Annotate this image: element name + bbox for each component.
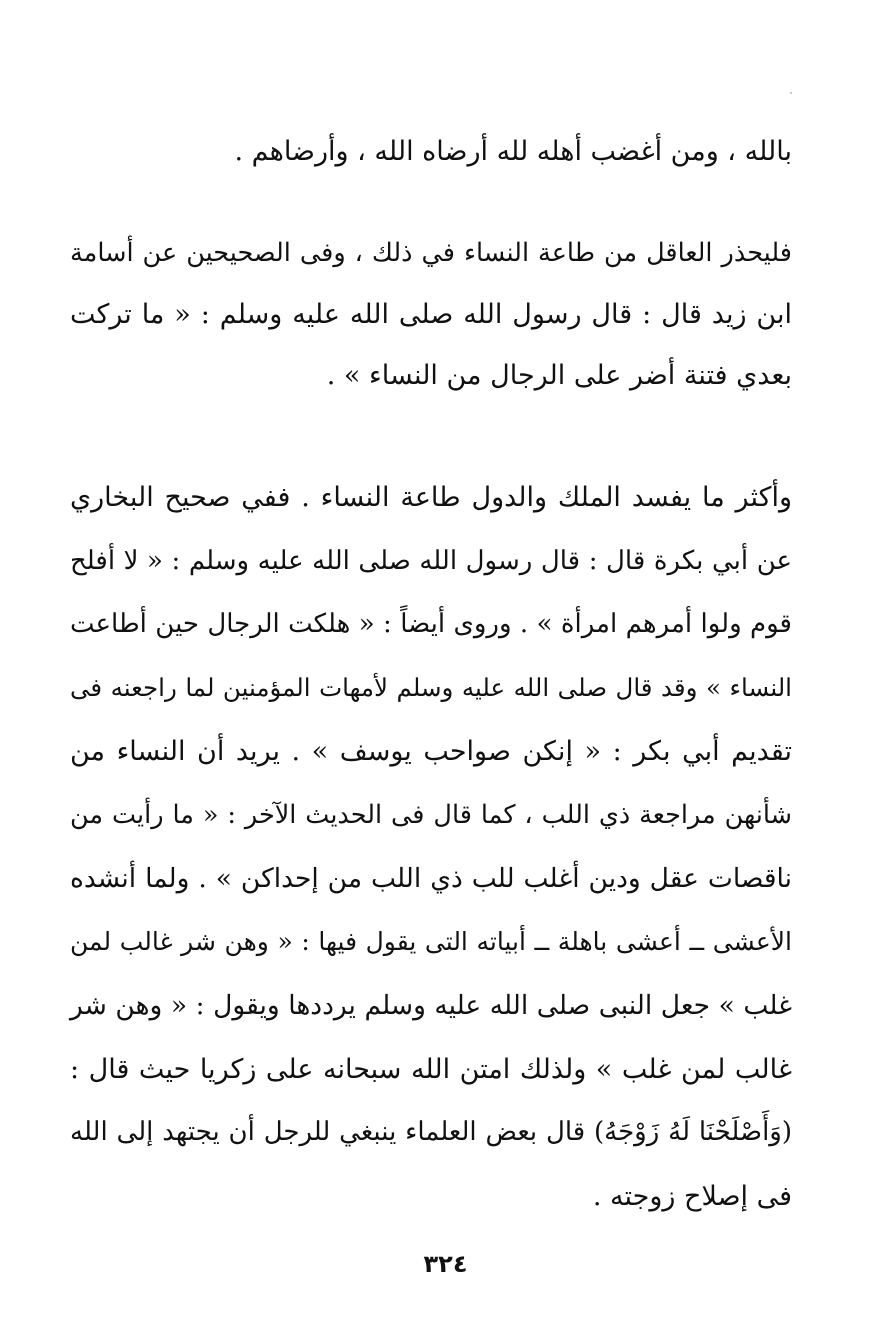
- paragraph-women-fitna: [70, 238, 792, 421]
- text-line: ناقصات عقل ودين أغلب للب ذي اللب من إحداكن » . ولما أنشده: [70, 863, 792, 894]
- page-number: ٣٢٤: [423, 1250, 468, 1278]
- text-line: فليحذر العاقل من طاعة النساء في ذلك ، وفى الصحيحين عن أسامة: [70, 238, 792, 268]
- text-line: النساء » وقد قال صلى الله عليه وسلم لأمهات المؤمنين لما راجعنه فى: [70, 672, 792, 702]
- text-line: عن أبي بكرة قال : قال رسول الله صلى الله عليه وسلم : « لا أفلح: [70, 545, 792, 576]
- paragraph-continuation: [70, 136, 792, 184]
- text-line: الأعشى ــ أعشى باهلة ــ أبياته التى يقول فيها : « وهن شر غالب لمن: [70, 926, 792, 956]
- text-line: غالب لمن غلب » ولذلك امتن الله سبحانه على زكريا حيث قال :: [70, 1053, 792, 1085]
- text-line: ابن زيد قال : قال رسول الله صلى الله عليه وسلم : « ما تركت: [70, 299, 792, 330]
- text-line: وأكثر ما يفسد الملك والدول طاعة النساء . ففي صحيح البخاري: [70, 482, 792, 513]
- text-line: فى إصلاح زوجته .: [592, 1180, 792, 1212]
- text-line: قوم ولوا أمرهم امرأة » . وروى أيضاً : « هلكت الرجال حين أطاعت: [70, 609, 792, 639]
- text-line: شأنهن مراجعة ذي اللب ، كما قال فى الحديث الآخر : « ما رأيت من: [70, 799, 792, 830]
- text-line: تقديم أبي بكر : « إنكن صواحب يوسف » . يريد أن النساء من: [70, 736, 792, 767]
- text-line: غلب » جعل النبى صلى الله عليه وسلم يرددها ويقول : « وهن شر: [70, 990, 792, 1021]
- text-line: بالله ، ومن أغضب أهله لله أرضاه الله ، وأرضاهم .: [234, 136, 792, 167]
- paragraph-kingdom-corruption: [70, 482, 792, 1244]
- text-line: بعدي فتنة أضر على الرجال من النساء » .: [326, 360, 792, 391]
- text-line: (وَأَصْلَحْنَا لَهُ زَوْجَهُ) قال بعض العلماء ينبغي للرجل أن يجتهد إلى الله: [70, 1117, 792, 1147]
- scan-speck: [790, 92, 792, 94]
